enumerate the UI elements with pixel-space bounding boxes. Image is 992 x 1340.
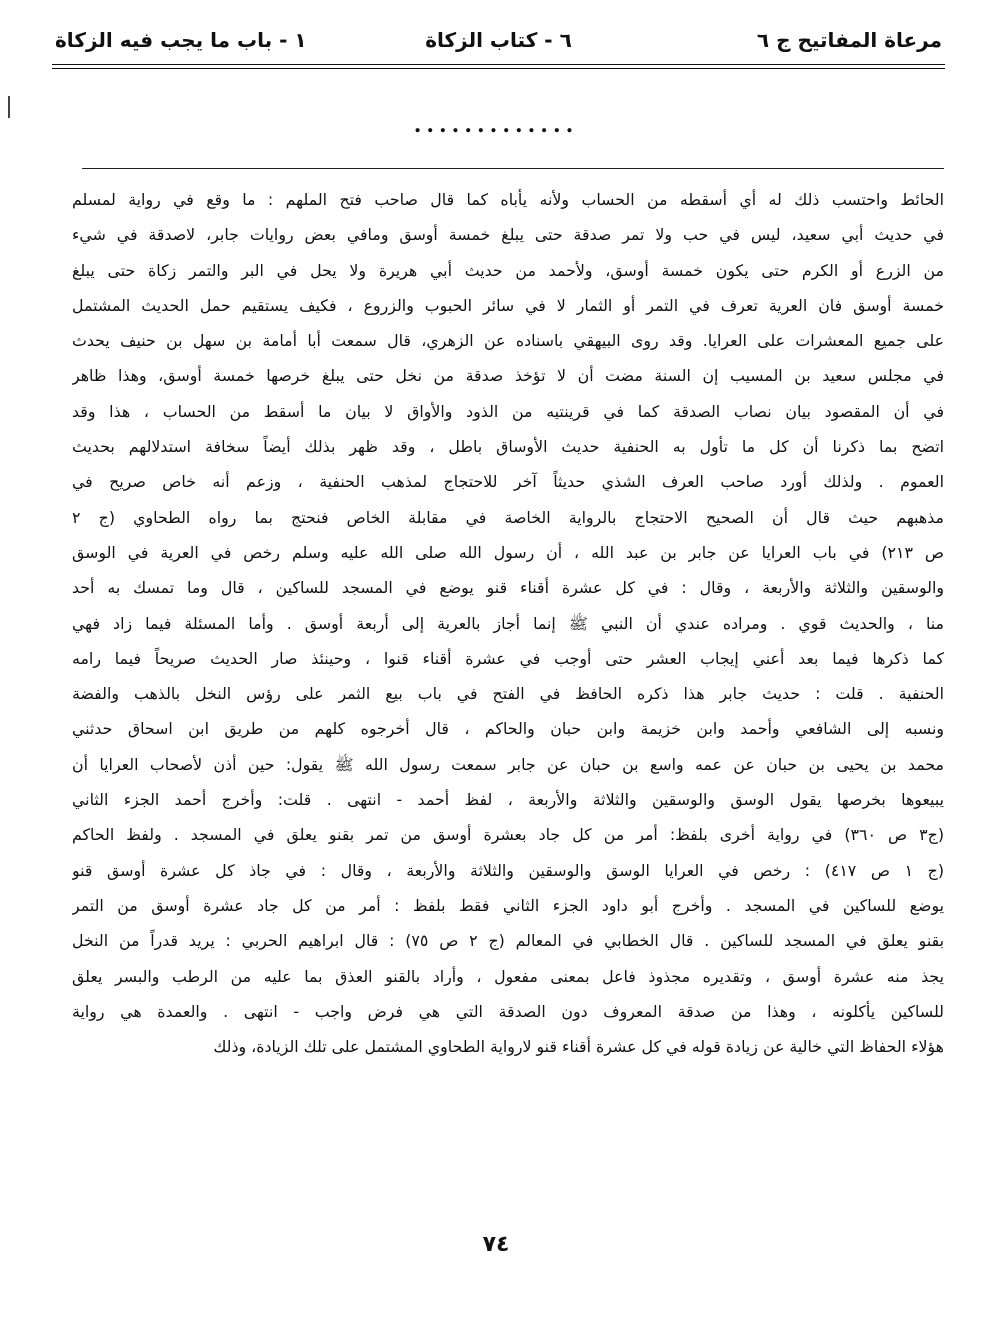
header-section-title: ١ - باب ما يجب فيه الزكاة [55, 28, 307, 52]
header-chapter-title: ٦ - كتاب الزكاة [425, 28, 572, 52]
text-line: العموم . ولذلك أورد صاحب العرف الشذي حديثاً آخر للاحتجاج لمذهب الحنفية ، وزعم أنه خاص صريح في [72, 472, 944, 492]
text-line: اتضح بما ذكرنا أن كل ما تأول به الحنفية حديث الأوساق باطل ، وقد ظهر بذلك أيضاً سخافة استدلالهم بحديث [72, 437, 944, 457]
text-line: (ج٣ ص ٣٦٠) في رواية أخرى بلفظ: أمر من كل جاد بعشرة أوسق من تمر بقنو يعلق في المسجد . ولفظ الحاكم [72, 825, 944, 845]
section-separator-dots: ............. [413, 112, 579, 138]
text-line: الحائط واحتسب ذلك له أي أسقطه من الحساب ولأنه يأباه كما قال صاحب فتح الملهم : ما وقع في رواية لمسلم [72, 190, 944, 209]
text-line: (ج ١ ص ٤١٧) : رخص في العرايا الوسق والوسقين والثلاثة والأربعة ، وقال : في جاذ كل عشرة أوسق قنو [72, 860, 944, 880]
text-line: للساكين يأكلونه ، وهذا من صدقة المعروف دون الصدقة التي هي فرض واجب - انتهى . والعمدة هي رواية [72, 1001, 944, 1021]
text-line: الحنفية . قلت : حديث جابر هذا ذكره الحافظ في الفتح في باب بيع الثمر على رؤس النخل بالذهب والفضة [72, 684, 944, 704]
text-line: يجذ منه عشرة أوسق ، وتقديره مجذوذ فاعل بمعنى مفعول ، وأراد بالقنو العذق بما عليه من الرطب والبسر يعلق [72, 966, 944, 986]
text-line: هؤلاء الحفاظ التي خالية عن زيادة قوله في كل عشرة أقناء قنو لارواية الطحاوي المشتمل على تلك الزيادة، وذلك [213, 1037, 944, 1057]
text-line: ص ٢١٣) في باب العرايا عن جابر بن عبد الله ، أن رسول الله صلى الله عليه وسلم رخص في العرية في الوسق [72, 542, 944, 562]
text-line: محمد بن يحيى بن حبان عن عمه واسع بن حبان عن جابر سمعت رسول الله ﷺ يقول: حين أذن لأصحاب العرايا أن [72, 754, 944, 774]
running-header [55, 22, 942, 58]
text-line: يوضع للساكين في المسجد . وأخرج أبو داود الجزء الثاني فقط بلفظ : أمر من كل جاد عشرة أوسق من التمر [72, 895, 944, 915]
content-top-rule [82, 168, 944, 169]
body-text [72, 182, 944, 1227]
text-line: يبيعوها بخرصها يقول الوسق والوسقين والثلاثة والأربعة ، لفظ أحمد - انتهى . قلت: وأخرج أحمد الجزء الثاني [72, 790, 944, 810]
text-line: ونسبه إلى الشافعي وأحمد وابن خزيمة وابن حبان والحاكم ، قال أخرجوه كلهم من طريق ابن اسحاق حدثني [72, 719, 944, 739]
text-line: مذهبهم حيث قال أن الصحيح الاحتجاج بالرواية الخاصة في مقابلة الخاص فنحتج بما رواه الطحاوي (ج ٢ [72, 507, 944, 527]
text-line: كما ذكرها فيما بعد أعني إيجاب العشر حتى أوجب في عشرة أقناء قنوا ، وحينئذ صار الحديث صريحاً فيما رامه [72, 648, 944, 668]
header-book-title: مرعاة المفاتيح ج ٦ [756, 28, 942, 52]
text-line: في مجلس سعيد بن المسيب إن السنة مضت أن لا تؤخذ صدقة من نخل حتى يبلغ خرصها خمسة أوسق، وهذا ظاهر [72, 366, 944, 386]
page-number: ٧٤ [482, 1232, 510, 1257]
text-line: والوسقين والثلاثة والأربعة ، وقال : في كل عشرة أقناء قنو يوضع في المسجد للساكين ، قال وما تمسك به أحد [72, 578, 944, 598]
text-line: بقنو يعلق في المسجد للساكين . قال الخطابي في المعالم (ج ٢ ص ٧٥) : قال ابراهيم الحربي : يريد قدراً من النخل [72, 931, 944, 951]
text-line: في أن المقصود بيان نصاب الصدقة كما في قرينتيه من الذود والأواق لا بيان ما أسقط من الحساب ، هذا وقد [72, 401, 944, 421]
text-line: في حديث أبي سعيد، ليس في حب ولا تمر صدقة حتى يبلغ خمسة أوسق ومافي بعض روايات جابر، لاصدقة في شيء [72, 225, 944, 245]
header-double-rule [52, 64, 945, 69]
text-line: منا ، والحديث قوي . ومراده عندي أن النبي ﷺ إنما أجاز بالعرية إلى أربعة أوسق . وأما المسئلة فيما زاد فهي [72, 613, 944, 633]
text-line: خمسة أوسق فان العرية تعرف في التمر أو الثمار لا في سائر الحبوب والزروع ، فكيف يستقيم حمل الحديث المشتمل [72, 295, 944, 315]
text-line: على جميع المعشرات على العرايا. وقد روى البيهقي باسناده عن الزهري، قال سمعت أبا أمامة بن سهل بن حنيف يحدث [72, 331, 944, 351]
text-line: من الزرع أو الكرم حتى يكون خمسة أوسق، ولأحمد من حديث أبي هريرة ولا يحل في البر والتمر زكاة حتى يبلغ [72, 260, 944, 280]
